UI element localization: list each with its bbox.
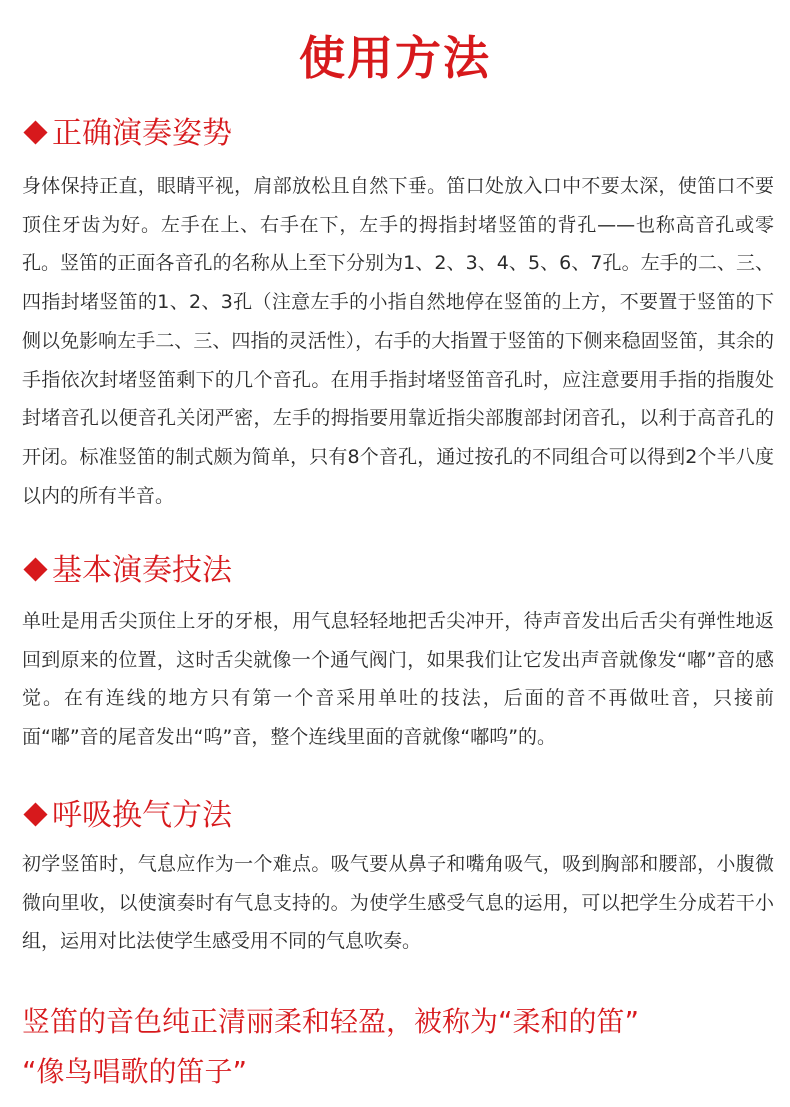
section-heading-label: 呼吸换气方法 <box>52 798 232 833</box>
section-body-technique: 单吐是用舌尖顶住上牙的牙根，用气息轻轻地把舌尖冲开，待声音发出后舌尖有弹性地返回到原来的位置，这时舌尖就像一个通气阀门，如果我们让它发出声音就像发“嘟”音的感觉。在有连线的地方只有第一个音采用单吐的技法，后面的音不再做吐音，只接前面“嘟”音的尾音发出“呜”音，整个连线里面的音就像“嘟呜”的。 <box>22 610 774 749</box>
diamond-icon <box>23 120 47 144</box>
page-title: 使用方法 <box>299 31 491 85</box>
closing-line-1: 竖笛的音色纯正清丽柔和轻盈，被称为“柔和的笛” <box>22 1005 640 1038</box>
diamond-icon <box>23 802 47 826</box>
section-heading-breathing <box>22 796 232 836</box>
section-body-posture: 身体保持正直，眼睛平视，肩部放松且自然下垂。笛口处放入口中不要太深，使笛口不要顶住牙齿为好。左手在上、右手在下，左手的拇指封堵竖笛的背孔——也称高音孔或零孔。竖笛的正面各音孔的名称从上至下分别为1、2、3、4、5、6、7孔。左手的二、三、四指封堵竖笛的1、2、3孔（注意左手的小指自然地停在竖笛的上方，不要置于竖笛的下侧以免影响左手二、三、四指的灵活性），右手的大指置于竖笛的下侧来稳固竖笛，其余的手指依次封堵竖笛剩下的几个音孔。在用手指封堵竖笛音孔时，应注意要用手指的指腹处封堵音孔以便音孔关闭严密，左手的拇指要用靠近指尖部腹部封闭音孔，以利于高音孔的开闭。标准竖笛的制式颇为简单，只有8个音孔，通过按孔的不同组合可以得到2个半八度以内的所有半音。 <box>22 175 774 507</box>
section-heading-technique <box>22 551 232 591</box>
section-body-breathing: 初学竖笛时，气息应作为一个难点。吸气要从鼻子和嘴角吸气，吸到胸部和腰部，小腹微微向里收，以使演奏时有气息支持的。为使学生感受气息的运用，可以把学生分成若干小组，运用对比法使学生感受用不同的气息吹奏。 <box>22 853 774 953</box>
closing-line-2: “像鸟唱歌的笛子” <box>22 1055 248 1088</box>
section-heading-label: 基本演奏技法 <box>52 553 232 588</box>
section-heading-posture <box>22 114 232 154</box>
section-heading-label: 正确演奏姿势 <box>52 116 232 151</box>
diamond-icon <box>23 557 47 581</box>
